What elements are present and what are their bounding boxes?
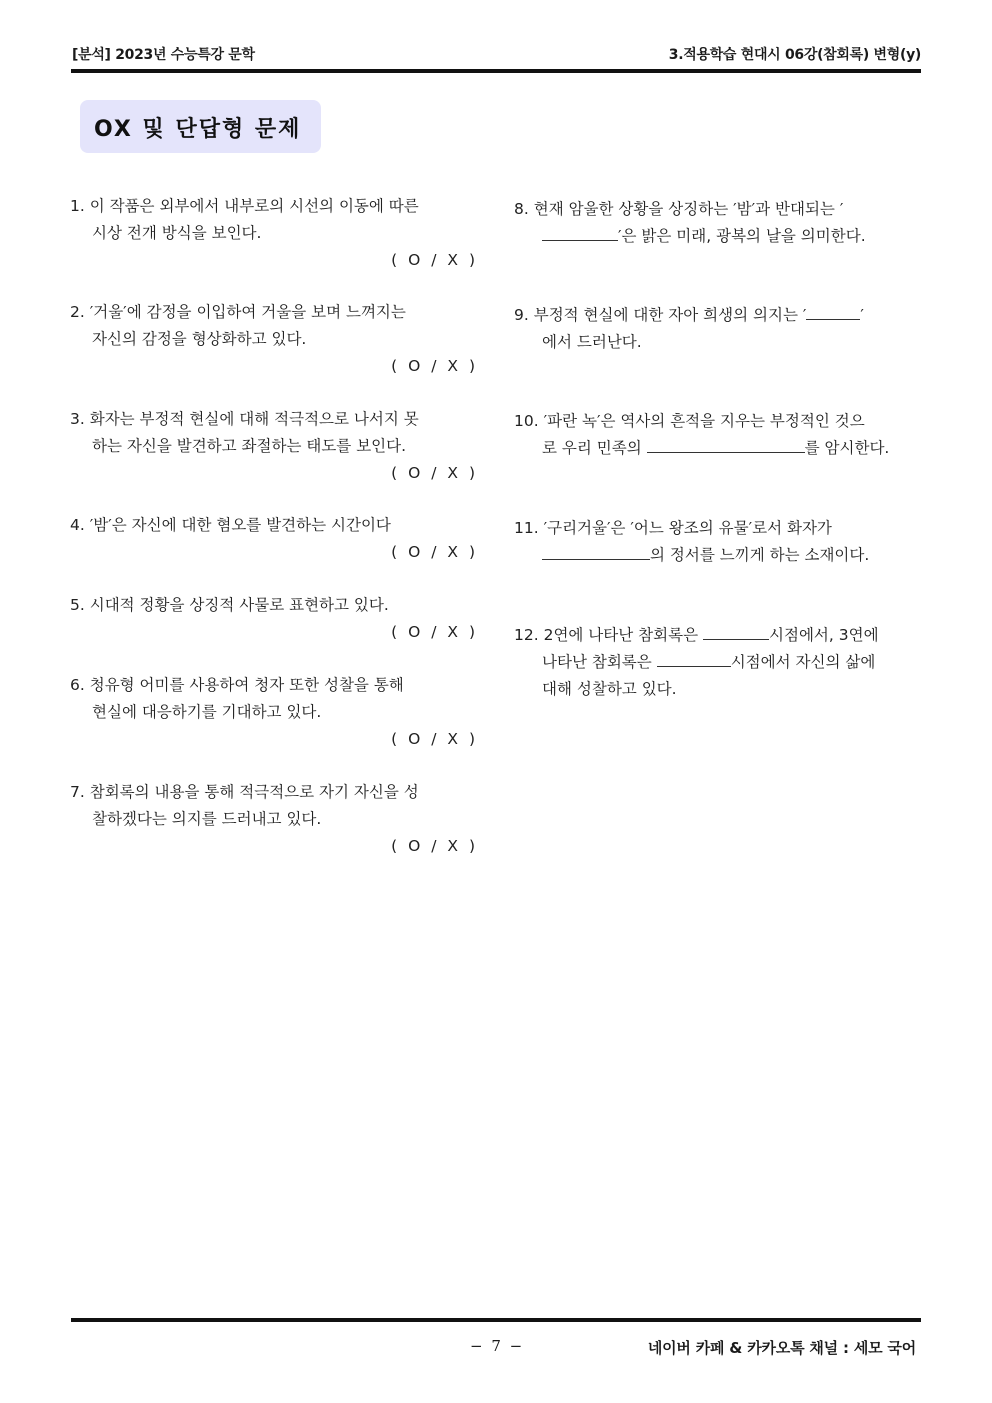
question-4-line1: 4. ′밤′은 자신에 대한 혐오를 발견하는 시간이다 <box>70 516 391 534</box>
question-12-line2-after: 시점에서 자신의 삶에 <box>730 653 876 671</box>
header-left: [분석] 2023년 수능특강 문학 <box>72 47 255 63</box>
question-7 <box>70 779 478 860</box>
section-title: OX 및 단답형 문제 <box>94 117 302 142</box>
question-3-ox: ( O / X ) <box>391 464 478 482</box>
question-7-line1: 7. 참회록의 내용을 통해 적극적으로 자기 자신을 성 <box>70 783 419 801</box>
question-8-line2: ′은 밝은 미래, 광복의 날을 의미한다. <box>618 227 866 245</box>
question-11-line1: 11. ′구리거울′은 ′어느 왕조의 유물′로서 화자가 <box>514 519 832 537</box>
question-12-line3: 대해 성찰하고 있다. <box>542 680 677 698</box>
question-6-ox: ( O / X ) <box>391 730 478 748</box>
question-9 <box>514 302 922 356</box>
question-3 <box>70 406 478 487</box>
footer-channel: 네이버 카페 & 카카오톡 채널 : 세모 국어 <box>647 1339 916 1357</box>
question-3-line1: 3. 화자는 부정적 현실에 대해 적극적으로 나서지 못 <box>70 410 419 428</box>
answer-blank[interactable] <box>647 436 805 453</box>
header-rule <box>71 69 921 73</box>
question-7-ox: ( O / X ) <box>391 837 478 855</box>
question-5-line1: 5. 시대적 정황을 상징적 사물로 표현하고 있다. <box>70 596 389 614</box>
question-10-line2-after: 를 암시한다. <box>804 439 890 457</box>
question-9-line2: 에서 드러난다. <box>542 333 642 351</box>
question-7-line2: 찰하겠다는 의지를 드러내고 있다. <box>92 810 322 828</box>
question-9-line1-after: ′ <box>860 306 864 324</box>
question-11 <box>514 515 922 569</box>
question-12-line1-before: 12. 2연에 나타난 참회록은 <box>514 626 699 644</box>
question-2 <box>70 299 478 380</box>
question-5 <box>70 592 478 646</box>
answer-blank[interactable] <box>657 650 731 667</box>
answer-blank[interactable] <box>703 623 769 640</box>
question-6 <box>70 672 478 753</box>
section-title-box <box>80 100 321 153</box>
question-9-line1-before: 9. 부정적 현실에 대한 자아 희생의 의지는 ′ <box>514 306 807 324</box>
answer-blank[interactable] <box>806 303 860 320</box>
question-4 <box>70 512 478 566</box>
question-10 <box>514 408 922 462</box>
answer-blank[interactable] <box>542 224 618 241</box>
question-2-line1: 2. ′거울′에 감정을 이입하여 거울을 보며 느껴지는 <box>70 303 406 321</box>
header-right: 3.적용학습 현대시 06강(참회록) 변형(y) <box>668 47 921 63</box>
question-1 <box>70 193 478 274</box>
question-2-line2: 자신의 감정을 형상화하고 있다. <box>92 330 307 348</box>
page-number: − 7 − <box>470 1337 525 1355</box>
footer-rule <box>71 1318 921 1322</box>
question-5-ox: ( O / X ) <box>391 623 478 641</box>
question-2-ox: ( O / X ) <box>391 357 478 375</box>
question-12 <box>514 622 922 703</box>
question-3-line2: 하는 자신을 발견하고 좌절하는 태도를 보인다. <box>92 437 407 455</box>
question-10-line1: 10. ′파란 녹′은 역사의 흔적을 지우는 부정적인 것으 <box>514 412 865 430</box>
question-6-line1: 6. 청유형 어미를 사용하여 청자 또한 성찰을 통해 <box>70 676 404 694</box>
question-11-line2: 의 정서를 느끼게 하는 소재이다. <box>650 546 870 564</box>
answer-blank[interactable] <box>542 543 650 560</box>
question-12-line2-before: 나타난 참회록은 <box>542 653 652 671</box>
question-1-line2: 시상 전개 방식을 보인다. <box>92 224 262 242</box>
question-8 <box>514 196 922 250</box>
question-10-line2-before: 로 우리 민족의 <box>542 439 642 457</box>
question-6-line2: 현실에 대응하기를 기대하고 있다. <box>92 703 322 721</box>
question-1-ox: ( O / X ) <box>391 251 478 269</box>
question-8-line1: 8. 현재 암울한 상황을 상징하는 ′밤′과 반대되는 ′ <box>514 200 844 218</box>
question-12-line1-after: 시점에서, 3연에 <box>769 626 879 644</box>
question-1-line1: 1. 이 작품은 외부에서 내부로의 시선의 이동에 따른 <box>70 197 419 215</box>
question-4-ox: ( O / X ) <box>391 543 478 561</box>
